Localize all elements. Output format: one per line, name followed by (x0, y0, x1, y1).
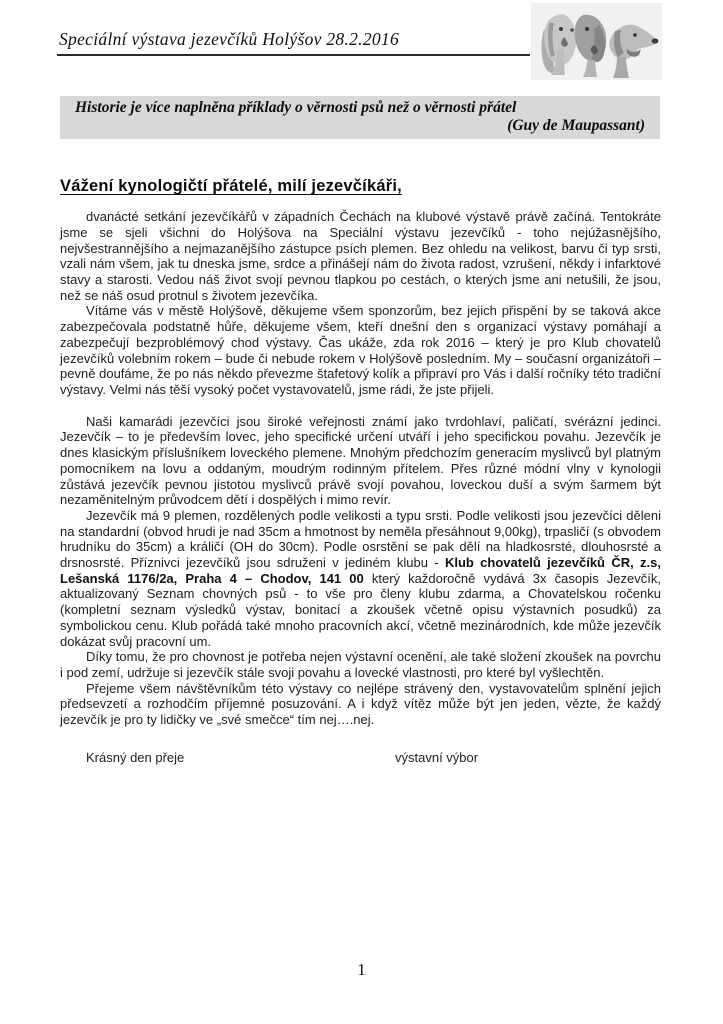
club-address-bold: Klub chovatelů jezevčíků ČR, z.s, Lešanská 1176/2a, Praha 4 – Chodov, 141 00 (60, 555, 661, 586)
header-rule (57, 0, 530, 56)
paragraph-4-text: Jezevčík má 9 plemen, rozdělených podle velikosti a typu srsti. Podle velikosti jsou jezevčíci děleni na standardní (obvod hrudi je nad 35cm a hmotnost by neměla přesáhnout 9,00kg), trpasličí (s obvodem hrudníku do 35cm) a králičí (OH do 30cm). Podle osrstění se pak dělí na hladkosrsté, dlouhosrsté a drsnosrsté. Příznivci jezevčíků jsou sdruženi v jediném klubu - (60, 507, 661, 571)
paragraph-2: Vítáme vás v městě Holýšově, děkujeme všem sponzorům, bez jejich přispění by se taková akce zabezpečovala podstatně hůře, děkujeme všem, kteří dnešní den s organizací výstavy pomáhají a zabezpečují bezproblémový chod výstavy. Čas ukáže, zda rok 2016 – který je pro Klub chovatelů jezevčíků volebním rokem – bude či nebude rokem v Holýšově posledním. My – současní organizátoři – pevně doufáme, že po nás někdo převezme štafetový kolík a připraví pro Vás i další ročníky této tradiční výstavy. Velmi nás těší vysoký počet vystavovatelů, jsme rádi, že jste přijeli. (60, 303, 661, 397)
page-header (0, 0, 723, 96)
paragraph-4 (60, 508, 661, 649)
salutation-heading: Vážení kynologičtí přátelé, milí jezevčíkáři, (60, 177, 402, 196)
quote-attribution: (Guy de Maupassant) (507, 117, 645, 135)
paragraph-6: Přejeme všem návštěvníkům této výstavy co nejlépe strávený den, vystavovatelům splnění jejich předsevzetí a rozhodčím příjemné posuzování. A i když vítěz může být jen jeden, vězte, že každý jezevčík je pro ty lidičky ve „své smečce“ tím nej….nej. (60, 680, 661, 728)
signature-row (60, 750, 661, 766)
paragraph-1: dvanácté setkání jezevčíkářů v západních Čechách na klubové výstavě právě začíná. Tentokráte jsme se sjeli všichni do Holýšova na Speciální výstavu jezevčíků - toho nejúžasnějšího, nejvšestrannějšího a nejmazanějšího zástupce psích plemen. Bez ohledu na velikost, barvu či typ srsti, vzali nám všem, jak tu dneska jsme, srdce a přinášejí nám do života radost, vzrušení, někdy i infarktové stavy a starosti. Vedou náš život svojí pevnou tlapkou po cestách, o kterých jsme ani netušili, že jsou, než se náš osud protnul s životem jezevčíka. (60, 209, 661, 303)
paragraph-4-text-cont: který každoročně vydává 3x časopis Jezevčík, aktualizovaný Seznam chovných psů - to vše pro členy klubu zdarma, a Chovatelskou ročenku (kompletní seznam výsledků výstav, bonitací a zkoušek včetně opisu výstavních posudků) za symbolickou cenu. Klub pořádá také mnoho pracovních akcí, včetně mezinárodních, kde může jezevčík dokázat svůj pracovní um. (60, 570, 661, 649)
dachshund-heads-image (531, 3, 662, 80)
paragraph-5: Díky tomu, že pro chovnost je potřeba nejen výstavní ocenění, ale také složení zkoušek na povrchu i pod zemí, udržuje si jezevčík stále svoji povahu a lovecké vlastnosti, pro které byl vyšlechtěn. (60, 649, 661, 680)
signature-right: výstavní výbor (395, 749, 479, 765)
quote-text: Historie je více naplněna příklady o věrnosti psů než o věrnosti přátel (75, 99, 517, 116)
body-text (60, 209, 661, 728)
document-title: Speciální výstava jezevčíků Holýšov 28.2.2016 (59, 29, 400, 49)
quote-banner (60, 96, 660, 139)
signature-left: Krásný den přeje (86, 749, 185, 765)
page-number: 1 (357, 960, 366, 979)
paragraph-3: Naši kamarádi jezevčíci jsou široké veřejnosti známí jako tvrdohlaví, paličatí, svérázní jedinci. Jezevčík – to je především lovec, jeho specifické určení utváří i jeho specifickou povahu. Jezevčík je dnes klasickým příslušníkem loveckého plemene. Mnohým předchozím generacím myslivců byl platným pomocníkem na lovu a oddaným, moudrým rodinným přítelem. Přes různé módní vlny v kynologii zůstává jezevčík pevnou jistotou myslivců právě svojí povahou, loveckou duší a svým šarmem být nezaměnitelným průvodcem dětí i dospělých i mimo revír. (60, 413, 661, 508)
